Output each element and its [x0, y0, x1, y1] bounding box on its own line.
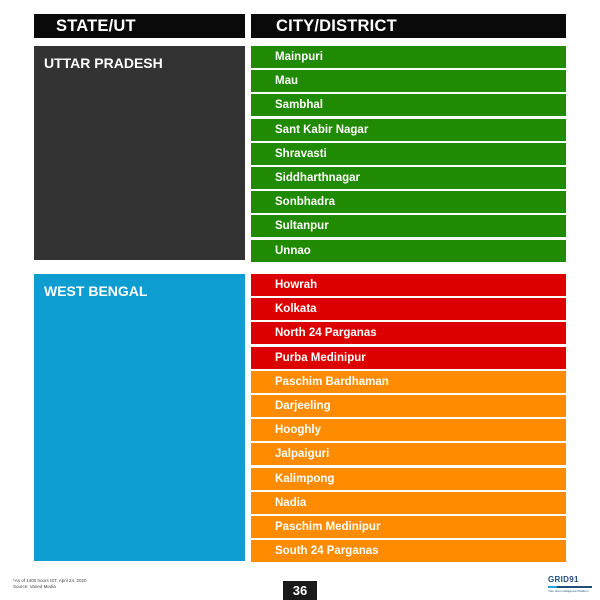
city-row: Shravasti — [251, 143, 566, 165]
city-row: Purba Medinipur — [251, 347, 566, 369]
footnote-date: *As of 1400 hours IST, April 24, 2020 — [13, 578, 87, 583]
state-cell-west-bengal: WEST BENGAL — [34, 274, 245, 561]
city-row: Kolkata — [251, 298, 566, 320]
city-row: Jalpaiguri — [251, 443, 566, 465]
state-column-header: STATE/UT — [34, 14, 245, 38]
city-list-uttar-pradesh — [251, 46, 566, 264]
grid91-logo — [548, 575, 592, 595]
city-row: Mainpuri — [251, 46, 566, 68]
city-row: Darjeeling — [251, 395, 566, 417]
city-row: Unnao — [251, 240, 566, 262]
city-list-west-bengal — [251, 274, 566, 564]
footnote — [13, 578, 87, 590]
city-row: Paschim Bardhaman — [251, 371, 566, 393]
city-row: Kalimpong — [251, 468, 566, 490]
city-row: Sant Kabir Nagar — [251, 119, 566, 141]
city-row: North 24 Parganas — [251, 322, 566, 344]
city-row: Howrah — [251, 274, 566, 296]
city-row: Mau — [251, 70, 566, 92]
logo-tagline: Your Geo Intelligence Platform — [548, 589, 589, 593]
city-row: Siddharthnagar — [251, 167, 566, 189]
state-cell-uttar-pradesh: UTTAR PRADESH — [34, 46, 245, 260]
page-number: 36 — [283, 581, 317, 600]
city-row: Sultanpur — [251, 215, 566, 237]
city-row: Nadia — [251, 492, 566, 514]
city-column-header: CITY/DISTRICT — [251, 14, 566, 38]
city-row: Hooghly — [251, 419, 566, 441]
city-row: South 24 Parganas — [251, 540, 566, 562]
logo-text: GRID91 — [548, 575, 579, 584]
footnote-source: Source: Varied Media — [13, 584, 56, 589]
city-row: Sambhal — [251, 94, 566, 116]
city-row: Sonbhadra — [251, 191, 566, 213]
logo-line-icon — [548, 586, 592, 588]
city-row: Paschim Medinipur — [251, 516, 566, 538]
